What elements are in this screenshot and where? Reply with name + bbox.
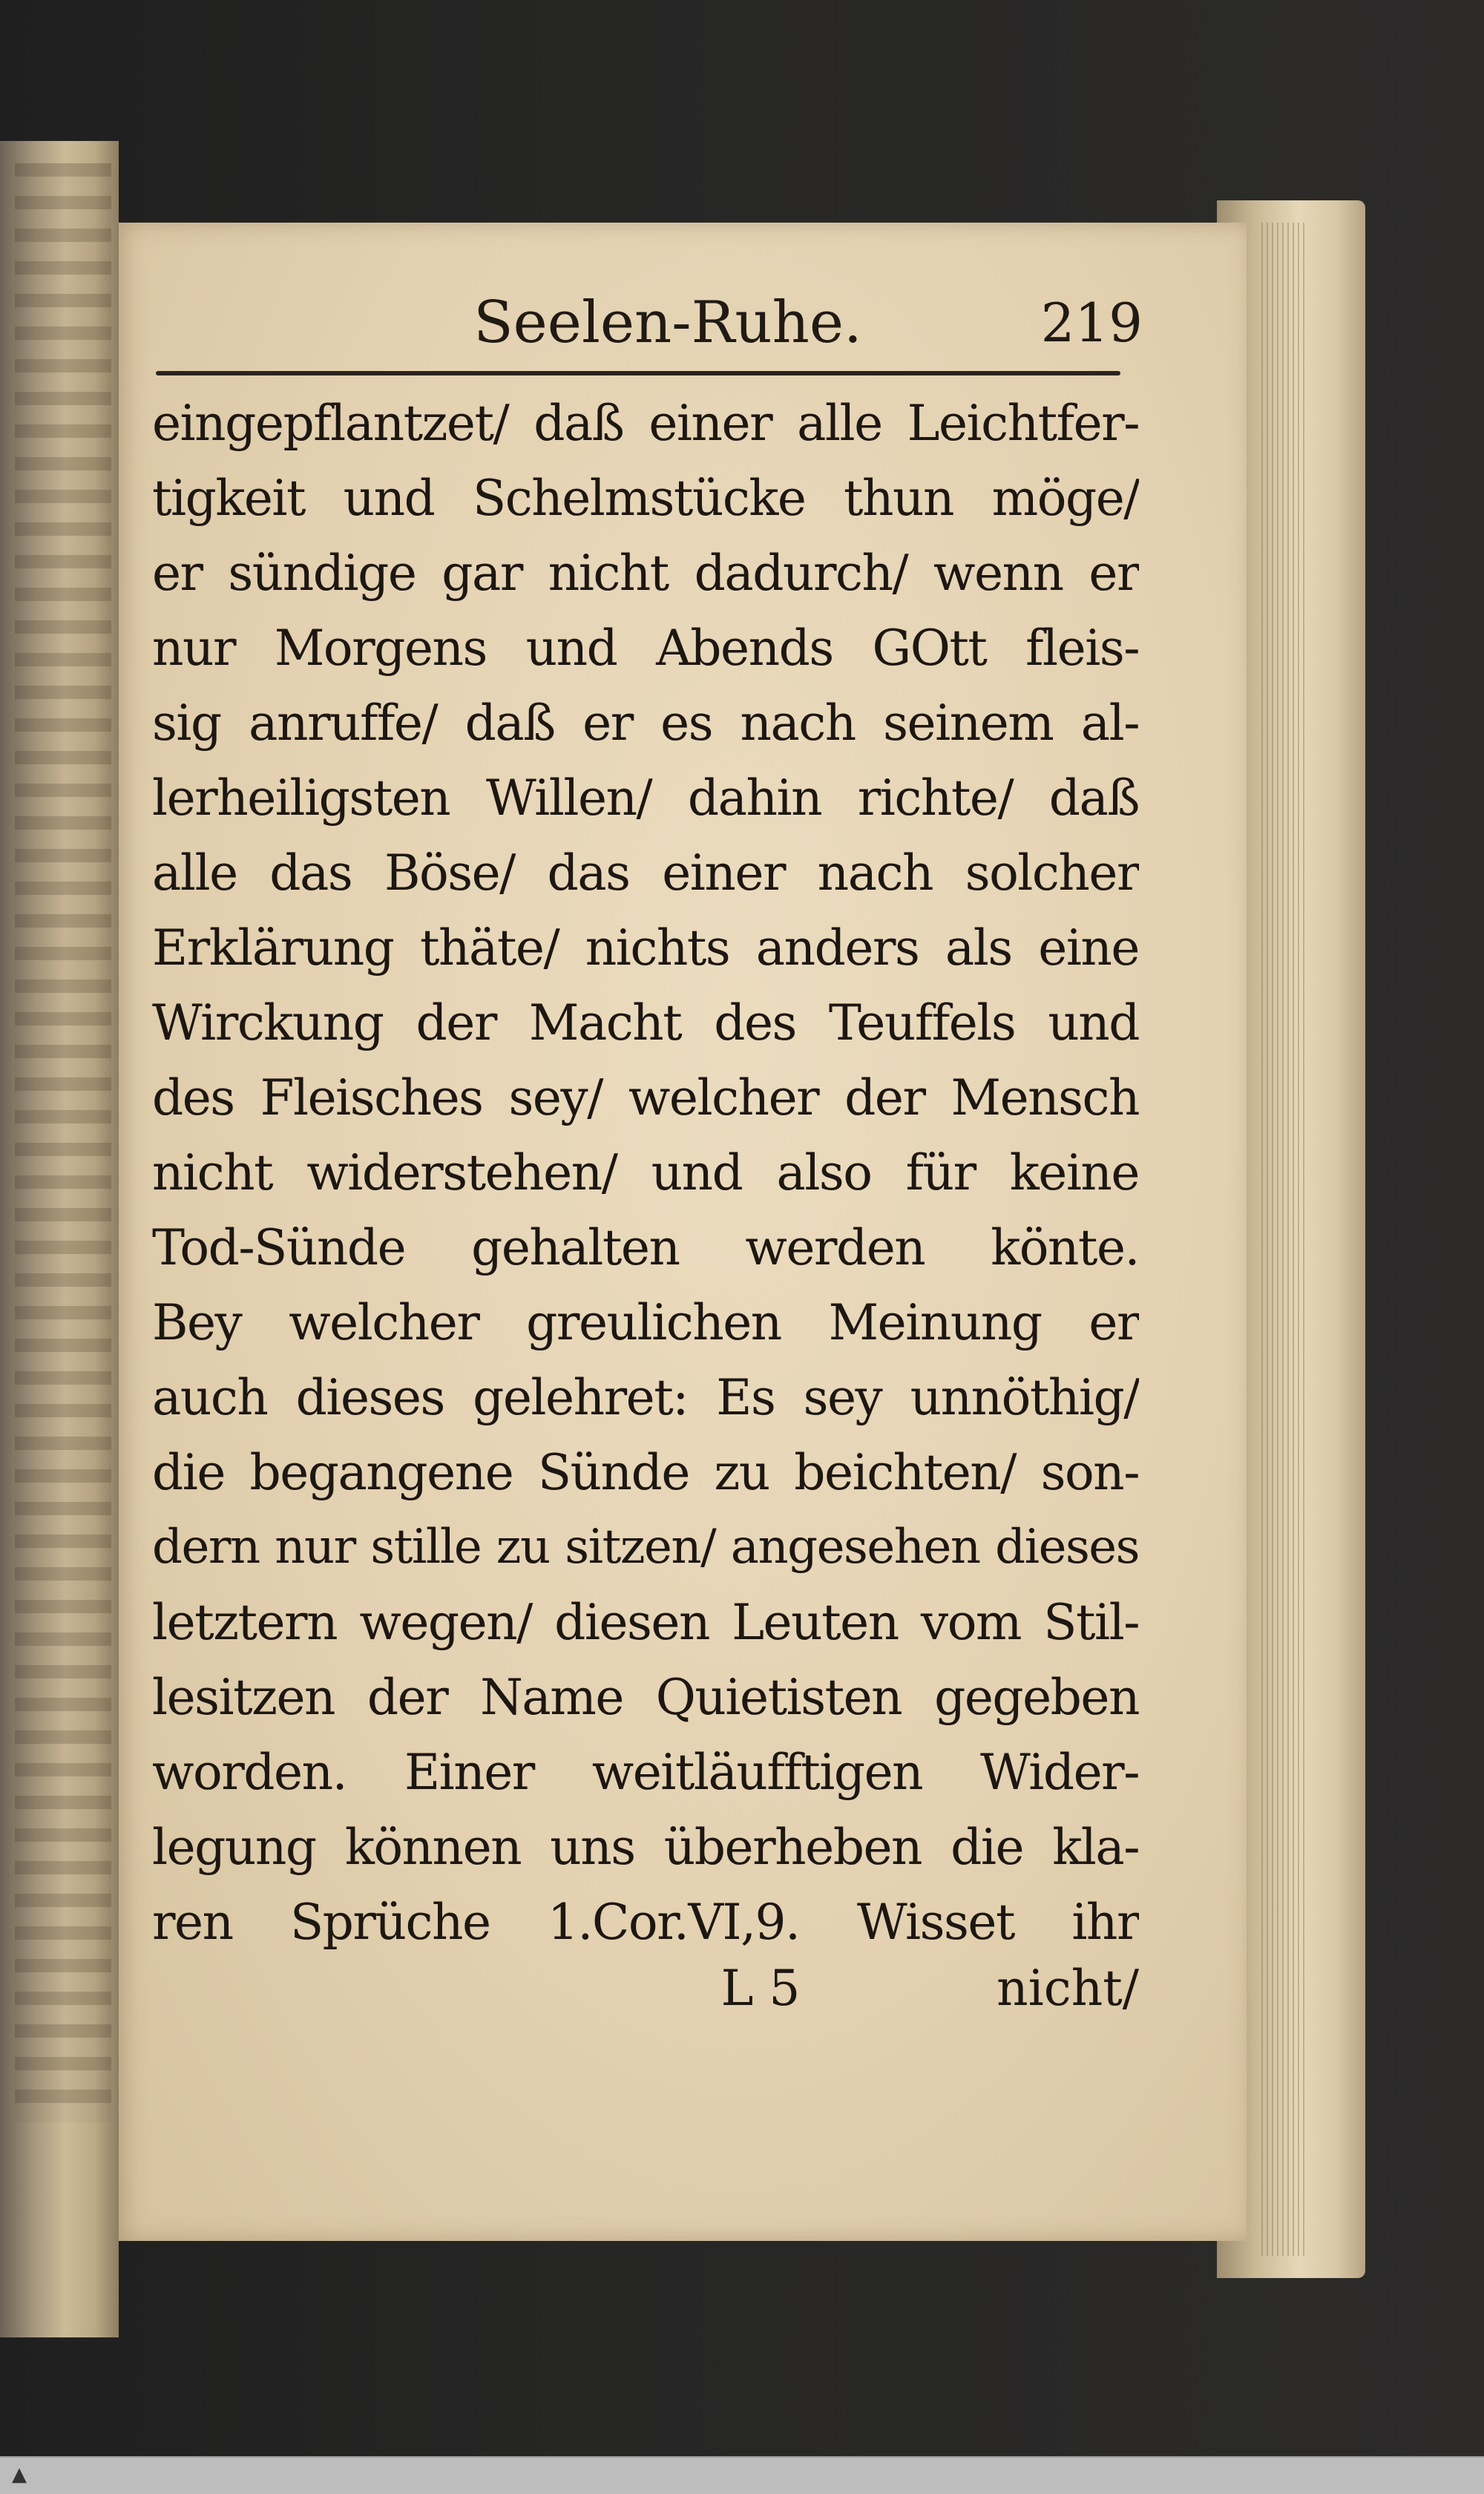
page-number: 219 xyxy=(1040,292,1143,354)
signature-mark: L 5 xyxy=(720,1960,801,2017)
text-line: ren Sprüche 1.Cor.VI,9. Wisset ihr xyxy=(152,1894,1139,1951)
book-fore-edge-lines xyxy=(1261,223,1306,2256)
text-line: des Fleisches sey/ welcher der Mensch xyxy=(152,1069,1139,1126)
text-line: eingepflantzet/ daß einer alle Leichtfer- xyxy=(152,395,1139,452)
text-line: Erklärung thäte/ nichts anders als eine xyxy=(152,919,1139,977)
text-line: nicht widerstehen/ und also für keine xyxy=(152,1144,1139,1201)
text-line: legung können uns überheben die kla- xyxy=(152,1819,1139,1876)
text-line: lerheiligsten Willen/ dahin richte/ daß xyxy=(152,769,1139,827)
text-line: dern nur stille zu sitzen/ angesehen dieses xyxy=(152,1520,1139,1575)
text-line: auch dieses gelehret: Es sey unnöthig/ xyxy=(152,1369,1139,1426)
text-line: tigkeit und Schelmstücke thun möge/ xyxy=(152,470,1139,527)
text-line: nur Morgens und Abends GOtt fleis- xyxy=(152,620,1139,677)
catchline xyxy=(152,1952,1139,2026)
text-line: letztern wegen/ diesen Leuten vom Stil- xyxy=(152,1594,1139,1651)
text-line: lesitzen der Name Quietisten gegeben xyxy=(152,1669,1139,1726)
text-line: sig anruffe/ daß er es nach seinem al- xyxy=(152,695,1139,752)
catchword: nicht/ xyxy=(997,1960,1139,2017)
running-head-title: Seelen-Ruhe. xyxy=(473,289,862,356)
scan-footer-bar xyxy=(0,2456,1484,2494)
body-text xyxy=(152,386,1139,1959)
text-line: Bey welcher greulichen Meinung er xyxy=(152,1294,1139,1351)
text-line: alle das Böse/ das einer nach solcher xyxy=(152,844,1139,902)
text-line: Tod-Sünde gehalten werden könte. xyxy=(152,1219,1139,1276)
left-page-text-bleed xyxy=(15,163,111,2122)
library-logo-icon: ▲ xyxy=(12,2464,27,2486)
head-rule xyxy=(156,371,1120,375)
text-line: die begangene Sünde zu beichten/ son- xyxy=(152,1444,1139,1501)
text-line: worden. Einer weitläufftigen Wider- xyxy=(152,1744,1139,1801)
running-head xyxy=(178,282,1143,364)
text-line: Wirckung der Macht des Teuffels und xyxy=(152,994,1139,1051)
text-line: er sündige gar nicht dadurch/ wenn er xyxy=(152,545,1139,602)
